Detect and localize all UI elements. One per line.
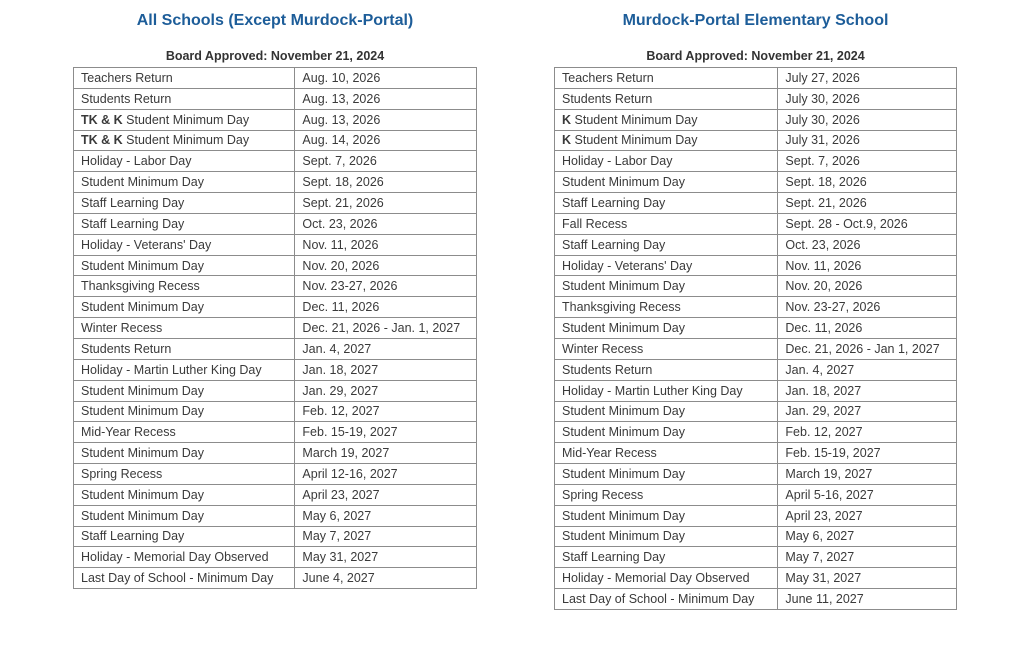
event-label: Students Return — [562, 91, 653, 106]
date-cell: June 11, 2027 — [778, 589, 957, 610]
table-row — [74, 359, 477, 380]
event-label: Student Minimum Day — [571, 112, 698, 127]
date-cell: Oct. 23, 2026 — [295, 213, 477, 234]
table-row — [74, 88, 477, 109]
event-label: Student Minimum Day — [562, 529, 685, 544]
event-cell — [74, 130, 295, 151]
event-label: Students Return — [81, 341, 172, 356]
table-row — [74, 484, 477, 505]
event-cell — [555, 464, 778, 485]
event-label: Student Minimum Day — [81, 446, 204, 461]
event-label: Winter Recess — [81, 321, 163, 336]
table-row — [74, 401, 477, 422]
table-row — [555, 276, 957, 297]
table-row — [555, 359, 957, 380]
date-cell: May 7, 2027 — [295, 526, 477, 547]
event-cell — [555, 401, 778, 422]
event-label: Holiday - Memorial Day Observed — [562, 571, 750, 586]
event-cell — [555, 338, 778, 359]
date-cell: Oct. 23, 2026 — [778, 234, 957, 255]
table-row — [555, 380, 957, 401]
event-label: Student Minimum Day — [81, 404, 204, 419]
table-row — [555, 88, 957, 109]
event-cell — [555, 276, 778, 297]
table-row — [74, 526, 477, 547]
event-cell — [555, 589, 778, 610]
event-cell — [74, 297, 295, 318]
date-cell: Nov. 20, 2026 — [778, 276, 957, 297]
event-cell — [555, 193, 778, 214]
date-cell: Jan. 18, 2027 — [778, 380, 957, 401]
event-cell — [555, 88, 778, 109]
table-row — [555, 422, 957, 443]
event-label: Student Minimum Day — [571, 133, 698, 148]
event-cell — [74, 443, 295, 464]
event-cell — [74, 276, 295, 297]
table-row — [555, 589, 957, 610]
all-schools-title: All Schools (Except Murdock-Portal) — [136, 12, 414, 29]
event-cell — [555, 109, 778, 130]
date-cell: Nov. 23-27, 2026 — [778, 297, 957, 318]
event-cell — [555, 422, 778, 443]
event-cell — [74, 505, 295, 526]
event-label: Holiday - Memorial Day Observed — [81, 550, 269, 565]
date-cell: June 4, 2027 — [295, 568, 477, 589]
table-row — [555, 234, 957, 255]
event-label: Staff Learning Day — [562, 550, 666, 565]
table-row — [555, 109, 957, 130]
murdock-portal-title: Murdock-Portal Elementary School — [622, 12, 889, 29]
event-cell — [74, 151, 295, 172]
all-schools-table — [73, 67, 477, 589]
date-cell: Jan. 4, 2027 — [778, 359, 957, 380]
event-cell — [555, 130, 778, 151]
event-cell — [74, 526, 295, 547]
table-row — [555, 297, 957, 318]
event-label: Teachers Return — [81, 70, 173, 85]
table-row — [74, 464, 477, 485]
grade-level-label: TK & K — [81, 112, 123, 127]
event-label: Holiday - Veterans' Day — [81, 237, 212, 252]
event-label: Staff Learning Day — [562, 237, 666, 252]
event-cell — [74, 172, 295, 193]
table-row — [555, 68, 957, 89]
date-cell: Feb. 12, 2027 — [778, 422, 957, 443]
table-row — [555, 526, 957, 547]
table-row — [74, 443, 477, 464]
event-cell — [555, 526, 778, 547]
event-label: Student Minimum Day — [562, 466, 685, 481]
event-label: Winter Recess — [562, 341, 644, 356]
table-row — [555, 547, 957, 568]
date-cell: May 31, 2027 — [778, 568, 957, 589]
table-row — [74, 68, 477, 89]
event-label: Teachers Return — [562, 70, 654, 85]
event-cell — [74, 464, 295, 485]
all-schools-subtitle: Board Approved: November 21, 2024 — [165, 49, 385, 63]
event-label: Holiday - Martin Luther King Day — [562, 383, 743, 398]
date-cell: March 19, 2027 — [295, 443, 477, 464]
table-row — [74, 193, 477, 214]
table-row — [555, 151, 957, 172]
table-row — [555, 568, 957, 589]
event-label: Student Minimum Day — [81, 487, 204, 502]
date-cell: July 27, 2026 — [778, 68, 957, 89]
event-label: Spring Recess — [81, 466, 163, 481]
event-label: Student Minimum Day — [122, 133, 250, 148]
event-label: Student Minimum Day — [81, 383, 204, 398]
date-cell: Feb. 12, 2027 — [295, 401, 477, 422]
event-label: Students Return — [562, 362, 653, 377]
event-cell — [74, 568, 295, 589]
date-cell: Aug. 13, 2026 — [295, 109, 477, 130]
event-label: Last Day of School - Minimum Day — [81, 571, 274, 586]
table-row — [74, 297, 477, 318]
event-cell — [74, 338, 295, 359]
event-cell — [555, 359, 778, 380]
table-row — [555, 505, 957, 526]
table-row — [74, 276, 477, 297]
event-label: Students Return — [81, 91, 172, 106]
event-cell — [555, 380, 778, 401]
murdock-portal-subtitle: Board Approved: November 21, 2024 — [646, 49, 865, 63]
date-cell: Jan. 29, 2027 — [778, 401, 957, 422]
table-row — [74, 213, 477, 234]
murdock-portal-table — [554, 67, 957, 610]
event-label: Staff Learning Day — [81, 195, 185, 210]
table-row — [74, 547, 477, 568]
event-cell — [74, 359, 295, 380]
date-cell: Dec. 21, 2026 - Jan 1, 2027 — [778, 338, 957, 359]
table-row — [74, 318, 477, 339]
table-row — [74, 172, 477, 193]
event-label: Holiday - Martin Luther King Day — [81, 362, 262, 377]
date-cell: April 12-16, 2027 — [295, 464, 477, 485]
date-cell: Sept. 18, 2026 — [778, 172, 957, 193]
event-cell — [74, 484, 295, 505]
table-row — [555, 443, 957, 464]
grade-level-label: K — [562, 133, 572, 148]
table-row — [74, 505, 477, 526]
event-cell — [555, 505, 778, 526]
date-cell: Sept. 7, 2026 — [295, 151, 477, 172]
event-cell — [74, 401, 295, 422]
table-row — [555, 338, 957, 359]
date-cell: Jan. 18, 2027 — [295, 359, 477, 380]
date-cell: May 31, 2027 — [295, 547, 477, 568]
date-cell: Nov. 23-27, 2026 — [295, 276, 477, 297]
date-cell: July 31, 2026 — [778, 130, 957, 151]
event-label: Student Minimum Day — [562, 321, 685, 336]
table-row — [555, 213, 957, 234]
grade-level-label: TK & K — [81, 133, 123, 148]
date-cell: Jan. 29, 2027 — [295, 380, 477, 401]
event-cell — [74, 68, 295, 89]
table-row — [555, 401, 957, 422]
date-cell: Sept. 28 - Oct.9, 2026 — [778, 213, 957, 234]
event-label: Fall Recess — [562, 216, 628, 231]
date-cell: Aug. 13, 2026 — [295, 88, 477, 109]
event-label: Student Minimum Day — [81, 508, 204, 523]
event-cell — [555, 297, 778, 318]
event-cell — [74, 193, 295, 214]
event-label: Student Minimum Day — [81, 175, 204, 190]
date-cell: April 23, 2027 — [295, 484, 477, 505]
table-row — [555, 318, 957, 339]
date-cell: April 5-16, 2027 — [778, 484, 957, 505]
date-cell: Sept. 7, 2026 — [778, 151, 957, 172]
event-cell — [555, 151, 778, 172]
date-cell: May 7, 2027 — [778, 547, 957, 568]
event-label: Last Day of School - Minimum Day — [562, 592, 755, 607]
event-label: Mid-Year Recess — [562, 446, 657, 461]
event-cell — [555, 568, 778, 589]
table-row — [74, 422, 477, 443]
event-label: Staff Learning Day — [562, 195, 666, 210]
date-cell: Sept. 21, 2026 — [778, 193, 957, 214]
event-cell — [555, 547, 778, 568]
event-label: Spring Recess — [562, 487, 644, 502]
date-cell: March 19, 2027 — [778, 464, 957, 485]
event-cell — [555, 255, 778, 276]
date-cell: Jan. 4, 2027 — [295, 338, 477, 359]
event-label: Holiday - Veterans' Day — [562, 258, 693, 273]
event-label: Student Minimum Day — [81, 300, 204, 315]
date-cell: July 30, 2026 — [778, 109, 957, 130]
event-cell — [74, 547, 295, 568]
event-label: Student Minimum Day — [562, 425, 685, 440]
date-cell: July 30, 2026 — [778, 88, 957, 109]
table-row — [74, 234, 477, 255]
table-row — [74, 151, 477, 172]
date-cell: Nov. 11, 2026 — [778, 255, 957, 276]
date-cell: Aug. 14, 2026 — [295, 130, 477, 151]
table-row — [555, 172, 957, 193]
table-row — [555, 255, 957, 276]
event-cell — [555, 318, 778, 339]
date-cell: Dec. 21, 2026 - Jan. 1, 2027 — [295, 318, 477, 339]
event-cell — [74, 109, 295, 130]
event-label: Student Minimum Day — [562, 279, 685, 294]
grade-level-label: K — [562, 112, 572, 127]
date-cell: Dec. 11, 2026 — [295, 297, 477, 318]
event-cell — [74, 318, 295, 339]
date-cell: Dec. 11, 2026 — [778, 318, 957, 339]
event-cell — [555, 234, 778, 255]
date-cell: Feb. 15-19, 2027 — [295, 422, 477, 443]
event-cell — [555, 484, 778, 505]
table-row — [555, 130, 957, 151]
event-label: Student Minimum Day — [122, 112, 250, 127]
date-cell: Feb. 15-19, 2027 — [778, 443, 957, 464]
table-row — [74, 255, 477, 276]
event-cell — [555, 68, 778, 89]
date-cell: Sept. 18, 2026 — [295, 172, 477, 193]
event-cell — [74, 234, 295, 255]
event-label: Staff Learning Day — [81, 529, 185, 544]
table-row — [555, 484, 957, 505]
table-row — [74, 109, 477, 130]
date-cell: May 6, 2027 — [295, 505, 477, 526]
event-cell — [74, 422, 295, 443]
date-cell: May 6, 2027 — [778, 526, 957, 547]
event-label: Student Minimum Day — [562, 404, 685, 419]
table-row — [74, 130, 477, 151]
event-label: Thanksgiving Recess — [81, 279, 200, 294]
table-row — [74, 338, 477, 359]
event-cell — [74, 255, 295, 276]
date-cell: April 23, 2027 — [778, 505, 957, 526]
table-row — [555, 193, 957, 214]
event-label: Student Minimum Day — [562, 508, 685, 523]
event-cell — [74, 213, 295, 234]
event-cell — [74, 380, 295, 401]
event-label: Staff Learning Day — [81, 216, 185, 231]
date-cell: Sept. 21, 2026 — [295, 193, 477, 214]
table-row — [74, 380, 477, 401]
date-cell: Aug. 10, 2026 — [295, 68, 477, 89]
event-cell — [74, 88, 295, 109]
event-label: Mid-Year Recess — [81, 425, 176, 440]
event-label: Student Minimum Day — [81, 258, 204, 273]
event-label: Holiday - Labor Day — [81, 154, 192, 169]
event-label: Student Minimum Day — [562, 175, 685, 190]
event-label: Thanksgiving Recess — [562, 300, 681, 315]
event-cell — [555, 443, 778, 464]
date-cell: Nov. 11, 2026 — [295, 234, 477, 255]
table-row — [74, 568, 477, 589]
date-cell: Nov. 20, 2026 — [295, 255, 477, 276]
table-row — [555, 464, 957, 485]
event-cell — [555, 172, 778, 193]
event-cell — [555, 213, 778, 234]
event-label: Holiday - Labor Day — [562, 154, 673, 169]
